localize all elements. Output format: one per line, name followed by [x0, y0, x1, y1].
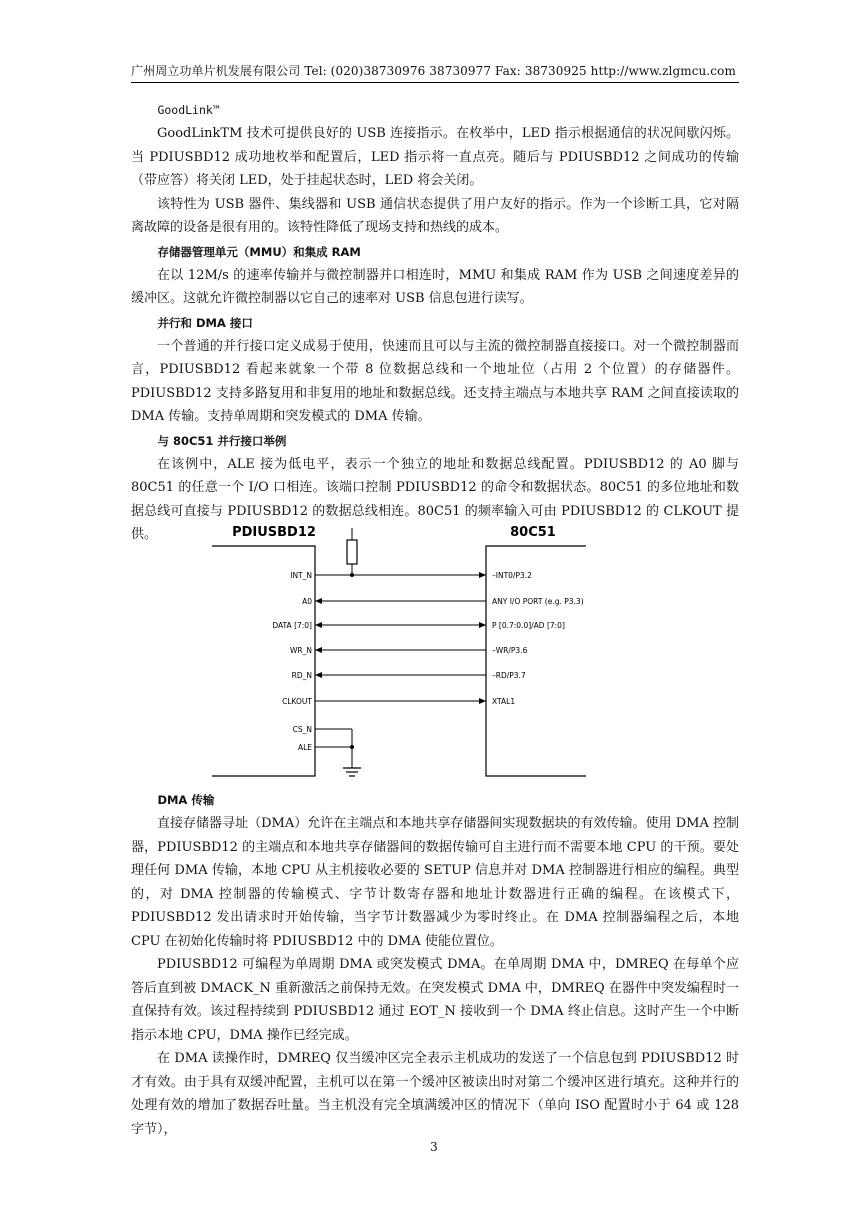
section-heading-goodlink: GoodLink™ — [157, 103, 220, 117]
paragraph-dma-2: PDIUSBD12 可编程为单周期 DMA 或突发模式 DMA。在单周期 DMA 中，DMREQ 在每单个应答后直到被 DMACK_N 重新激活之前保持无效。在突发模式 DMA 中，DMREQ 在器件中突发编程时一直保持有效。该过程持续到 PDIUSBD12 通过 EOT_N 接收到一个 DMA 终止信息。这时产生一个中断指示本地 CPU，DMA 操作已经完成。 — [131, 957, 739, 1043]
junction-ale — [350, 745, 354, 749]
arrow-data-right — [479, 622, 486, 628]
right-pin-int0: –INT0/P3.2 — [492, 571, 532, 580]
arrow-int — [479, 572, 486, 578]
paragraph-dma-1: 直接存储器寻址（DMA）允许在主端点和本地共享存储器间实现数据块的有效传输。使用 DMA 控制器，PDIUSBD12 的主端点和本地共享存储器间的数据传输可自主进行而不需要本地 CPU 的干预。要处理任何 DMA 传输，本地 CPU 从主机接收必要的 SETUP 信息并对 DMA 控制器进行相应的编程。典型的，对 DMA 控制器的传输模式、字节计数寄存器和地址计数器进行正确的编程。在该模式下，PDIUSBD12 发出请求时开始传输，当字节计数器减少为零时终止。在 DMA 控制器编程之后，本地 CPU 在初始化传输时将 PDIUSBD12 中的 DMA 使能位置位。 — [131, 816, 739, 949]
section-heading-example: 与 80C51 并行接口举例 — [157, 433, 287, 448]
header-rule — [131, 82, 739, 83]
left-pin-a0: A0 — [302, 597, 312, 606]
document-body — [131, 98, 739, 547]
paragraph-goodlink-2: 该特性为 USB 器件、集线器和 USB 通信状态提供了用户友好的指示。作为一个诊断工具，它对隔离故障的设备是很有用的。该特性降低了现场支持和热线的成本。 — [131, 196, 739, 235]
page-number: 3 — [430, 1140, 438, 1154]
right-pin-xtal1: XTAL1 — [492, 697, 516, 706]
paragraph-goodlink-1: GoodLinkTM 技术可提供良好的 USB 连接指示。在枚举中，LED 指示根据通信的状况间歇闪烁。当 PDIUSBD12 成功地枚举和配置后，LED 指示将一直点亮。随后与 PDIUSBD12 之间成功的传输（带应答）将关闭 LED，处于挂起状态时，LED 将会关闭。 — [131, 126, 739, 188]
section-heading-mmu: 存储器管理单元（MMU）和集成 RAM — [157, 244, 361, 259]
paragraph-dma-3: 在 DMA 读操作时，DMREQ 仅当缓冲区完全表示主机成功的发送了一个信息包到 PDIUSBD12 时才有效。由于具有双缓冲配置，主机可以在第一个缓冲区被读出时对第二个缓冲区进行填充。这种并行的处理有效的增加了数据吞吐量。当主机没有完全填满缓冲区的情况下（单向 ISO 配置时小于 64 或 128 字节）， — [131, 1051, 739, 1137]
document-body-continued — [131, 788, 739, 1141]
left-pin-ale: ALE — [297, 743, 312, 752]
interface-diagram — [200, 518, 590, 780]
right-chip-body — [486, 546, 586, 776]
paragraph-parallel-1: 一个普通的并行接口定义成易于使用，快速而且可以与主流的微控制器直接接口。对一个微控制器而言，PDIUSBD12 看起来就象一个带 8 位数据总线和一个地址位（占用 2 个位置）的存储器件。PDIUSBD12 支持多路复用和非复用的地址和数据总线。还支持主端点与本地共享 RAM 之间直接读取的 DMA 传输。支持单周期和突发模式的 DMA 传输。 — [131, 338, 739, 424]
left-pin-cs-n: CS_N — [292, 725, 312, 734]
arrow-clkout — [479, 698, 486, 704]
paragraph-mmu-1: 在以 12M/s 的速率传输并与微控制器并口相连时，MMU 和集成 RAM 作为 USB 之间速度差异的缓冲区。这就允许微控制器以它自己的速率对 USB 信息包进行读写。 — [131, 267, 739, 306]
right-pin-port0: P [0.7:0.0]/AD [7:0] — [492, 621, 565, 630]
arrow-rd — [315, 672, 322, 678]
right-chip-label: 80C51 — [510, 525, 556, 540]
right-pin-wr: –WR/P3.6 — [492, 646, 528, 655]
page-header: 广州周立功单片机发展有限公司 Tel: (020)38730976 38730977 Fax: 38730925 http://www.zlgmcu.com — [131, 64, 736, 78]
left-pin-wr-n: WR_N — [290, 646, 312, 655]
arrow-a0 — [315, 598, 322, 604]
section-heading-dma: DMA 传输 — [157, 793, 215, 807]
left-chip-label: PDIUSBD12 — [232, 525, 316, 540]
left-pin-int-n: INT_N — [290, 571, 312, 580]
left-pin-data: DATA [7:0] — [272, 621, 312, 630]
right-pin-rd: –RD/P3.7 — [492, 671, 526, 680]
section-heading-parallel: 并行和 DMA 接口 — [157, 315, 253, 330]
ground-icon — [343, 768, 361, 776]
arrow-data-left — [315, 622, 322, 628]
paragraph-example-1: 在该例中，ALE 接为低电平，表示一个独立的地址和数据总线配置。PDIUSBD12 的 A0 脚与 80C51 的任意一个 I/O 口相连。该端口控制 PDIUSBD12 的命令和数据状态。80C51 的多位地址和数据总线可直接与 PDIUSBD12 的数据总线相连。80C51 的频率输入可由 PDIUSBD12 的 CLKOUT 提供。 — [131, 456, 739, 542]
pullup-resistor — [347, 540, 357, 564]
arrow-wr — [315, 647, 322, 653]
right-pin-io-port: ANY I/O PORT (e.g. P3.3) — [492, 597, 584, 606]
left-chip-body — [212, 546, 315, 776]
left-pin-rd-n: RD_N — [291, 671, 312, 680]
left-pin-clkout: CLKOUT — [282, 697, 312, 706]
